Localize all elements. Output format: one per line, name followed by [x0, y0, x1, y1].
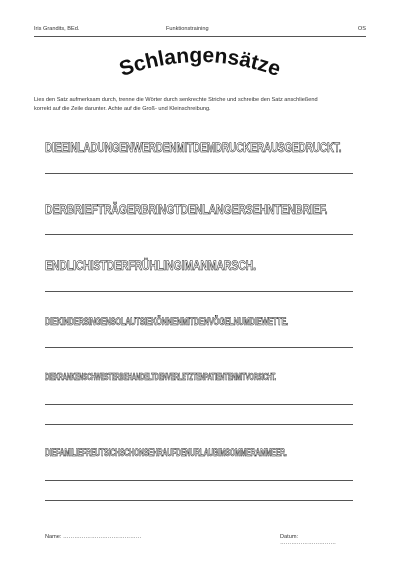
answer-line-6b[interactable] — [45, 500, 353, 501]
snake-sentence-2: DERBRIEFTRÄGERBRINGTDENLANGERSEHNTENBRIEF. — [45, 202, 328, 217]
answer-line-1[interactable] — [45, 173, 353, 174]
snake-sentence-4: DIEKINDERSINGENSOLAUTSIEKÖNNENMITDENVÖGELNUMDIEWETTE. — [45, 316, 289, 328]
page-header — [34, 24, 366, 37]
answer-line-2[interactable] — [45, 234, 353, 235]
snake-sentence-5: DIEKRANKENSCHWESTERBEHANDELTDENVERLETZTENPATIENTENMITVORSICHT. — [45, 372, 276, 383]
name-field[interactable]: Name: …………………………………… — [45, 534, 142, 540]
snake-sentence-1: DIEEINLADUNGENWERDENMITDEMDRUCKERAUSGEDRUCKT. — [45, 140, 342, 155]
answer-line-6a[interactable] — [45, 480, 353, 481]
date-field[interactable]: Datum: ………………………… — [280, 534, 336, 546]
worksheet-title — [0, 44, 400, 88]
snake-sentence-3: ENDLICHISTDERFRÜHLINGIMANMARSCH. — [45, 258, 256, 273]
header-author: Iris Grandits, BEd. — [34, 26, 80, 32]
header-topic: Funktionstraining — [166, 26, 209, 32]
title-text: Schlangensätze — [116, 44, 284, 82]
answer-line-5b[interactable] — [45, 424, 353, 425]
snake-sentence-6: DIEFAMILIEFREUTSICHSCHONSEHRAUFDENURLAUBIMSOMMERAMMEER. — [45, 447, 287, 459]
answer-line-3[interactable] — [45, 291, 353, 292]
answer-line-4a[interactable] — [45, 347, 353, 348]
arched-title-graphic — [90, 44, 310, 88]
answer-line-5a[interactable] — [45, 404, 353, 405]
instructions-text: Lies den Satz aufmerksam durch, trenne die Wörter durch senkrechte Striche und schreibe den Satz anschließend korrekt auf die Zeile darunter. Achte auf die Groß- und Kleinschreibung. — [34, 97, 318, 112]
header-level: OS — [357, 26, 366, 32]
